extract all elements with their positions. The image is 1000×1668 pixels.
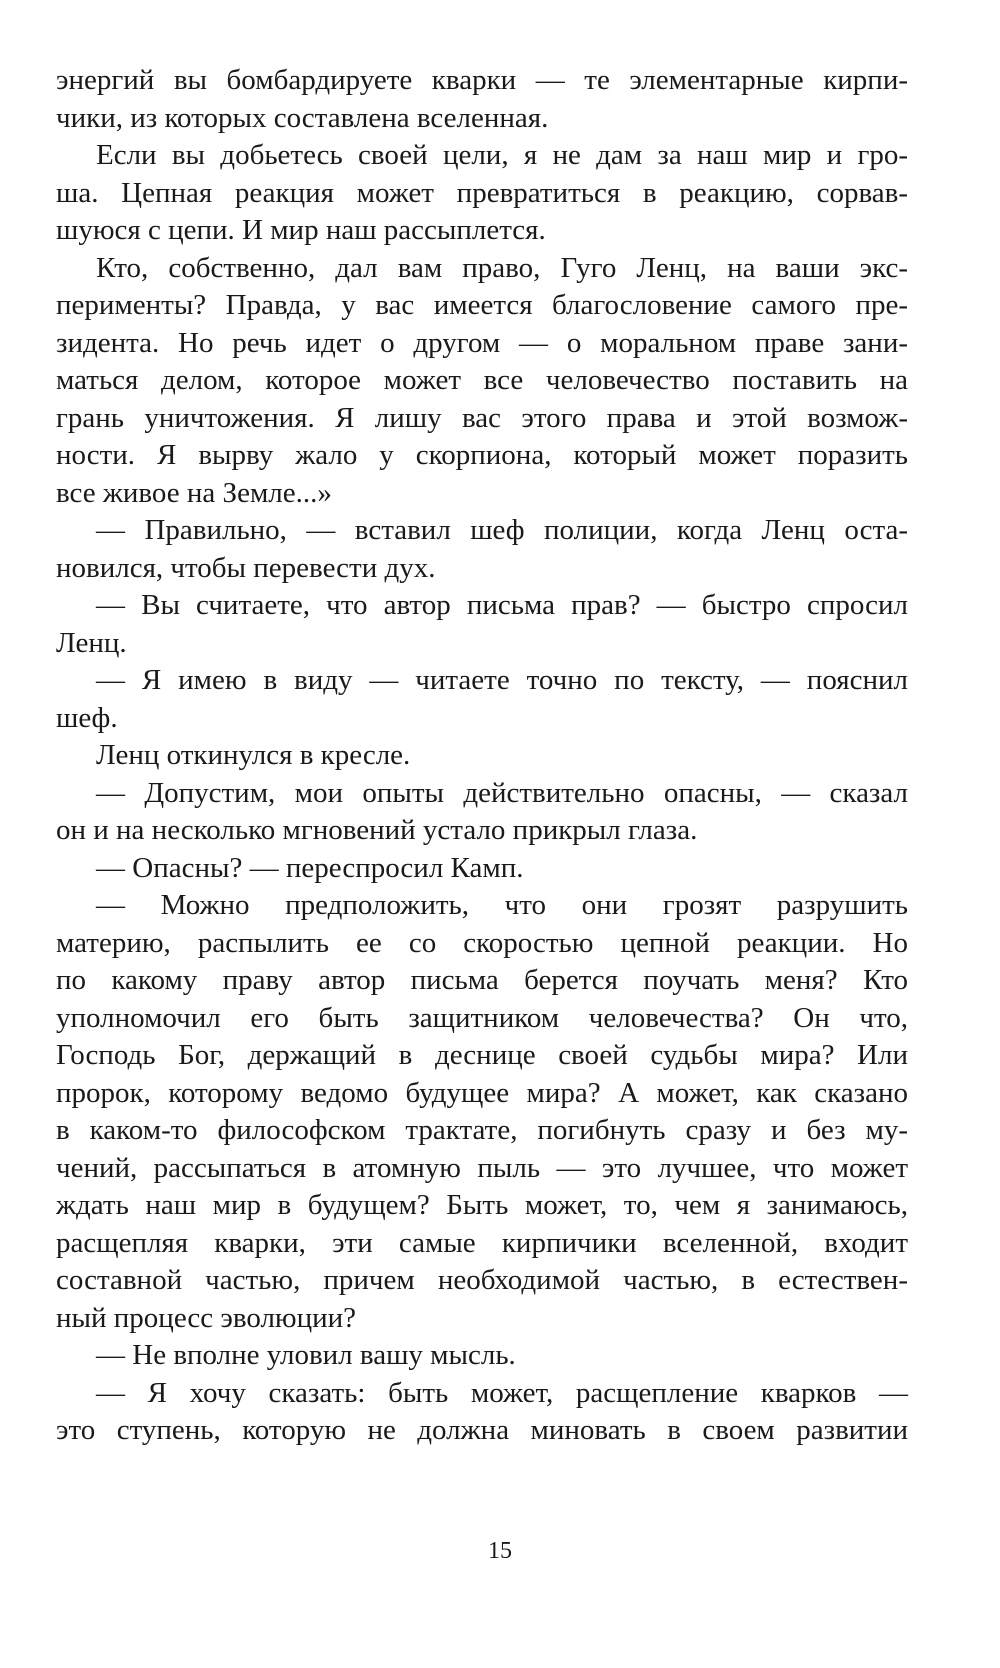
text-line: чики, из которых составлена вселенная. bbox=[56, 101, 549, 134]
text-line: — Вы считаете, что автор письма прав? — быстро спросил bbox=[96, 589, 908, 621]
text-line: он и на несколько мгновений устало прикрыл глаза. bbox=[56, 814, 698, 846]
text-line: — Я хочу сказать: быть может, расщепление кварков — bbox=[96, 1376, 908, 1409]
text-line: ша. Цепная реакция может превратиться в реакцию, сорвав- bbox=[56, 176, 908, 209]
text-line: шуюся с цепи. И мир наш рассыплется. bbox=[56, 214, 546, 246]
text-line: чений, рассыпаться в атомную пыль — это лучшее, что может bbox=[56, 1151, 908, 1184]
text-line: ности. Я вырву жало у скорпиона, который может поразить bbox=[56, 439, 908, 471]
page-number: 15 bbox=[488, 1538, 512, 1564]
text-line: зидента. Но речь идет о другом — о моральном праве зани- bbox=[56, 326, 908, 359]
text-line: пророк, которому ведомо будущее мира? А может, как сказано bbox=[56, 1076, 908, 1109]
page-body-text bbox=[56, 62, 908, 1450]
text-line: уполномочил его быть защитником человечества? Он что, bbox=[56, 1001, 908, 1034]
text-line: ждать наш мир в будущем? Быть может, то, чем я занимаюсь, bbox=[56, 1189, 908, 1221]
text-line: Кто, собственно, дал вам право, Гуго Ленц, на ваши экс- bbox=[96, 251, 908, 284]
text-line: в каком-то философском трактате, погибнуть сразу и без му- bbox=[56, 1114, 908, 1146]
text-line: шеф. bbox=[56, 701, 118, 734]
text-line: Ленц. bbox=[56, 626, 127, 659]
text-line: энергий вы бомбардируете кварки — те элементарные кирпи- bbox=[56, 64, 908, 96]
text-line: новился, чтобы перевести дух. bbox=[56, 551, 436, 584]
text-line: ный процесс эволюции? bbox=[56, 1301, 357, 1334]
text-line: составной частью, причем необходимой частью, в естествен- bbox=[56, 1264, 908, 1296]
text-line: Если вы добьетесь своей цели, я не дам за наш мир и гро- bbox=[96, 139, 908, 171]
text-line: — Не вполне уловил вашу мысль. bbox=[96, 1339, 516, 1371]
text-line: — Правильно, — вставил шеф полиции, когда Ленц оста- bbox=[96, 514, 908, 546]
text-line: материю, распылить ее со скоростью цепной реакции. Но bbox=[56, 926, 908, 959]
text-line: перименты? Правда, у вас имеется благословение самого пре- bbox=[56, 289, 908, 321]
text-line: маться делом, которое может все человечество поставить на bbox=[56, 364, 908, 396]
text-line: расщепляя кварки, эти самые кирпичики вселенной, входит bbox=[56, 1226, 908, 1259]
text-line: — Можно предположить, что они грозят разрушить bbox=[96, 889, 908, 921]
text-line: — Я имею в виду — читаете точно по тексту, — пояснил bbox=[96, 664, 908, 696]
text-line: Ленц откинулся в кресле. bbox=[96, 739, 411, 771]
text-line: — Допустим, мои опыты действительно опасны, — сказал bbox=[96, 776, 908, 809]
text-line: — Опасны? — переспросил Камп. bbox=[96, 851, 524, 884]
text-line: Господь Бог, держащий в деснице своей судьбы мира? Или bbox=[56, 1039, 908, 1071]
text-line: все живое на Земле...» bbox=[56, 476, 332, 509]
text-line: это ступень, которую не должна миновать в своем развитии bbox=[56, 1414, 908, 1446]
text-line: грань уничтожения. Я лишу вас этого права и этой возмож- bbox=[56, 401, 908, 434]
text-line: по какому праву автор письма берется поучать меня? Кто bbox=[56, 964, 908, 996]
